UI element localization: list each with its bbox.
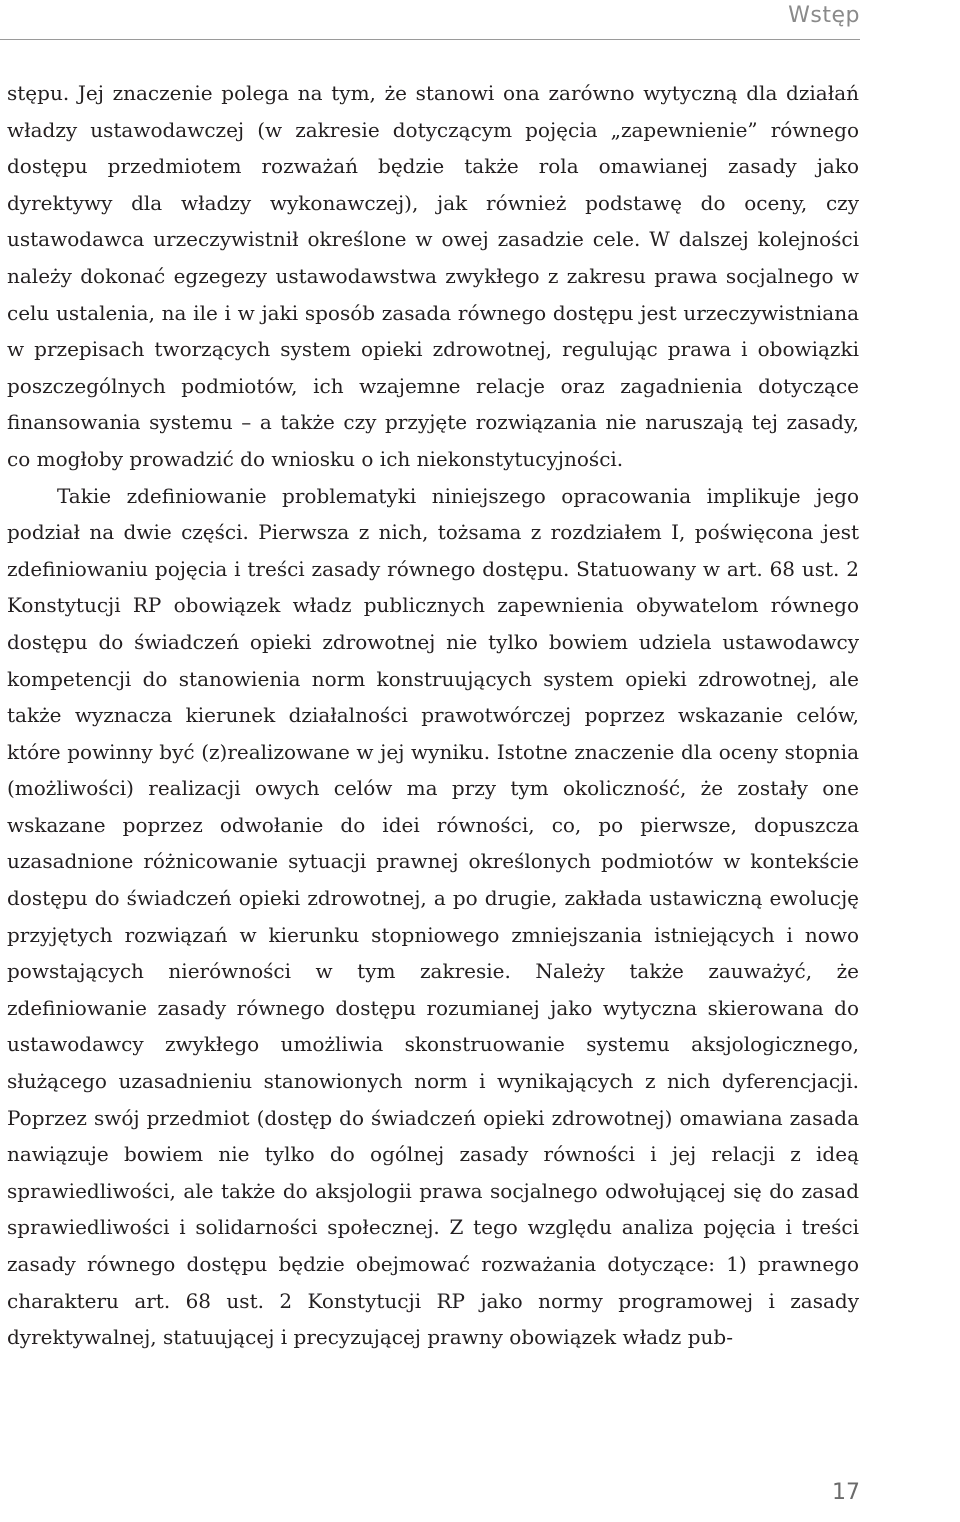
running-head: Wstęp: [788, 3, 860, 28]
page-header: [0, 0, 960, 40]
paragraph: stępu. Jej znaczenie polega na tym, że stanowi ona zarówno wytyczną dla działań władzy ustawodawczej (w zakresie dotyczącym pojęcia „zapewnienie” równego dostępu przedmiotem rozważań będzie także rola omawianej zasady jako dyrektywy dla władzy wykonawczej), jak również podstawę do oceny, czy ustawodawca urzeczywistnił określone w owej zasadzie cele. W dalszej kolejności należy dokonać egzegezy ustawodawstwa zwykłego z zakresu prawa socjalnego w celu ustalenia, na ile i w jaki sposób zasada równego dostępu jest urzeczywistniana w przepisach tworzących system opieki zdrowotnej, regulując prawa i obowiązki poszczególnych podmiotów, ich wzajemne relacje oraz zagadnienia dotyczące finansowania systemu – a także czy przyjęte rozwiązania nie naruszają tej zasady, co mogłoby prowadzić do wniosku o ich niekonstytucyjności.: [7, 81, 859, 471]
body-text: [7, 75, 859, 1356]
paragraph: Takie zdefiniowanie problematyki niniejszego opracowania implikuje jego podział na dwie części. Pierwsza z nich, tożsama z rozdziałem I, poświęcona jest zdefiniowaniu pojęcia i treści zasady równego dostępu. Statuowany w art. 68 ust. 2 Konstytucji RP obowiązek władz publicznych zapewnienia obywatelom równego dostępu do świadczeń opieki zdrowotnej nie tylko bowiem udziela ustawodawcy kompetencji do stanowienia norm konstruujących system opieki zdrowotnej, ale także wyznacza kierunek działalności prawotwórczej poprzez wskazanie celów, które powinny być (z)realizowane w jej wyniku. Istotne znaczenie dla oceny stopnia (możliwości) realizacji owych celów ma przy tym okoliczność, że zostały one wskazane poprzez odwołanie do idei równości, co, po pierwsze, dopuszcza uzasadnione różnicowanie sytuacji prawnej określonych podmiotów w kontekście dostępu do świadczeń opieki zdrowotnej, a po drugie, zakłada ustawiczną ewolucję przyjętych rozwiązań w kierunku stopniowego zmniejszania istniejących i nowo powstających nierówności w tym zakresie. Należy także zauważyć, że zdefiniowanie zasady równego dostępu rozumianej jako wytyczna skierowana do ustawodawcy zwykłego umożliwia skonstruowanie systemu aksjologicznego, służącego uzasadnieniu stanowionych norm i wynikających z nich dyferencjacji. Poprzez swój przedmiot (dostęp do świadczeń opieki zdrowotnej) omawiana zasada nawiązuje bowiem nie tylko do ogólnej zasady równości i jej relacji z ideą sprawiedliwości, ale także do aksjologii prawa socjalnego odwołującej się do zasad sprawiedliwości i solidarności społecznej. Z tego względu analiza pojęcia i treści zasady równego dostępu będzie obejmować rozważania dotyczące: 1) prawnego charakteru art. 68 ust. 2 Konstytucji RP jako normy programowej i zasady dyrektywalnej, statuującej i precyzującej prawny obowiązek władz pub-: [7, 483, 859, 1350]
header-rule: [0, 39, 860, 40]
page-number: 17: [832, 1480, 860, 1505]
